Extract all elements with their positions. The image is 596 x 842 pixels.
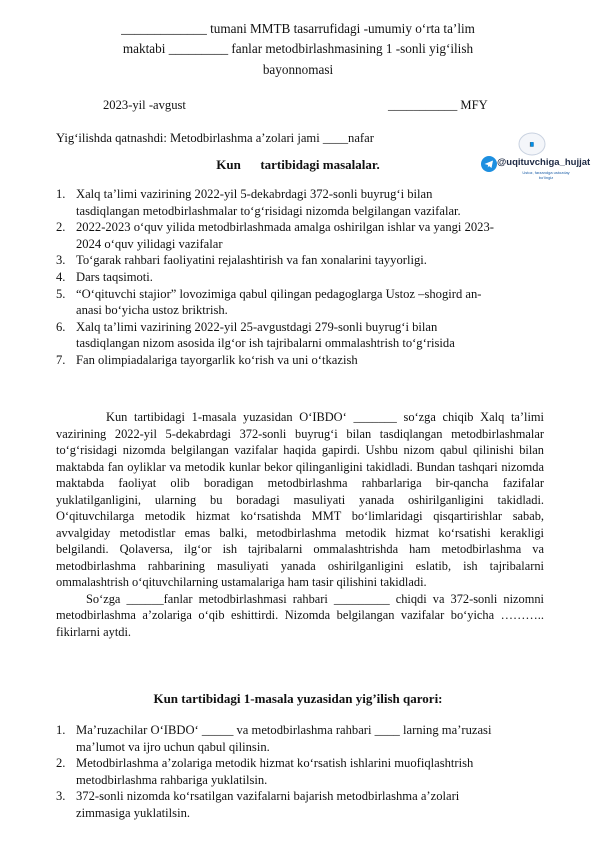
agenda-item-number: 4. [56,269,66,284]
agenda-item-line: Xalq ta’limi vazirining 2022-yil 5-dekabrdagi 372-sonli buyrug‘i bilan [76,187,433,201]
decision-item-number: 3. [56,789,66,804]
agenda-item-number: 7. [56,352,66,367]
agenda-item-line: “O‘qituvchi stajior” lovozimiga qabul qilingan pedagoglarga Ustoz –shogird an- [76,286,482,301]
logo-tagline: Ustoz, farzandga ustozday bo‘lingiz [522,170,570,180]
body-text [56,409,544,640]
meeting-date: 2023-yil -avgust [103,98,186,112]
agenda-item [56,269,546,286]
decision-heading: Kun tartibidagi 1-masala yuzasidan yig’ilish qarori: [153,691,443,706]
decision-item [56,755,546,788]
attendance-line: Yig‘ilishda qatnashdi: Metodbirlashma a’zolari jami ____nafar [56,131,374,145]
header-line-2: maktabi _________ fanlar metodbirlashmasining 1 -sonli yig‘ilish [122,41,474,56]
decision-item-number: 1. [56,723,66,737]
svg-text:📘: 📘 [529,142,535,147]
agenda-item-line: 2024 o‘quv yilidagi vazifalar [76,236,223,251]
agenda-item [56,286,546,319]
decision-item-line: zimmasiga yuklatilsin. [76,805,191,820]
decision-item-line: metodbirlashma rahbariga yuklatilsin. [76,772,268,787]
agenda-item-number: 3. [56,253,66,268]
agenda-item-line: 2022-2023 o‘quv yilida metodbirlashmada amalga oshirilgan ishlar va yangi 2023- [76,220,494,235]
decision-list [56,722,546,822]
agenda-item-number: 5. [56,286,66,301]
logo-channel-name: @uqituvchiga_hujjat [497,157,591,168]
decision-item-line: Metodbirlashma a’zolariga metodik hizmat ko‘rsatish ishlarini muofiqlashtrish [76,756,474,771]
paragraph-2: So‘zga ______fanlar metodbirlashmasi rahbari _________ chiqdi va 372-sonli nizomni metodbirlashma a’zolariga o‘qib eshittirdi. Nizomda belgilangan vazifalar bo‘yicha ……….. fikirlarni aytdi. [56,591,544,639]
agenda-item-line: Xalq ta’limi vazirining 2022-yil 25-avgustdagi 279-sonli buyrug‘i bilan [76,319,438,334]
agenda-item [56,219,546,252]
agenda-item-number: 1. [56,187,66,201]
agenda-item-line: Dars taqsimoti. [76,269,153,284]
agenda-item-line: To‘garak rahbari faoliyatini rejalashtirish va fan xonalarini tayyorligi. [76,253,427,268]
agenda-heading: Kun tartibidagi masalalar. [216,157,380,172]
decision-item-number: 2. [56,756,66,771]
agenda-item [56,319,546,352]
agenda-item-number: 6. [56,319,66,334]
header-line-3: bayonnomasi [262,62,334,77]
agenda-item [56,186,546,219]
agenda-item [56,352,546,369]
meeting-place: ___________ MFY [388,98,488,112]
decision-item-line: 372-sonli nizomda ko‘rsatilgan vazifalarni bajarish metodbirlashma a’zolari [76,789,460,804]
agenda-item-line: tasdiqlangan metodbirlashmalar to‘g‘risidagi nizomda belgilangan vazifalar. [76,203,461,218]
decision-item [56,722,546,755]
header-line-1: _____________ tumani MMTB tasarrufidagi -umumiy o‘rta ta’lim [121,21,475,36]
paragraph-1: Kun tartibidagi 1-masala yuzasidan O‘IBDO‘ _______ so‘zga chiqib Xalq ta’limi vazirining 2022-yil 5-dekabrdagi 372-sonli buyrug‘i bilan tasdiqlangan metodbirlashmalar to‘g‘risidagi nizomda belgilangan vazifalar haqida gapirdi. Ushbu nizom qabul qilinishi bilan maktabda fan oyliklar va metodik kunlar bekor qilinganligini takidladi. Bundan tashqari nizomda maktabda faoliyat olib boradigan metodbirlashma rahbarlariga bir-qancha fazifalar yuklatilganligini, ularning bu boradagi masuliyati yanada oshirilganligini takidladi. O‘qituvchilarga metodik hizmat ko‘rsatishda MMT bo‘limlaridagi qisqartirishlar sabab, avvalgiday metodistlar emas balki, metodbirlashma metodik hizmat ko‘rsatishi kerakligi belgilandi. Qolaversa, ilg‘or ish tajribalarni ommalashtrishda ham metodbirlashma va metodbirlashma rahbarining masuliyati yanada oshirilganligini eslatib, ish tajribalarni ommalashtrish o‘qituvchilarning ustamalariga ham tasir qilishini takidladi. [56,410,544,589]
decision-item-line: ma’lumot va ijro uchun qabul qilinsin. [76,739,270,754]
agenda-item-line: Fan olimpiadalariga tayorgarlik ko‘rish va uni o‘tkazish [76,352,358,367]
decision-item-line: Ma’ruzachilar O‘IBDO‘ _____ va metodbirlashma rahbari ____ larning ma’ruzasi [76,723,492,737]
agenda-list [56,186,546,369]
agenda-item-number: 2. [56,220,66,235]
agenda-item-line: anasi bo‘yicha ustoz briktrish. [76,303,228,318]
decision-item [56,788,546,821]
agenda-item [56,252,546,269]
agenda-item-line: tasdiqlangan nizom asosida ilg‘or ish tajribalarni ommalashtrish to‘g‘risida [76,336,455,351]
